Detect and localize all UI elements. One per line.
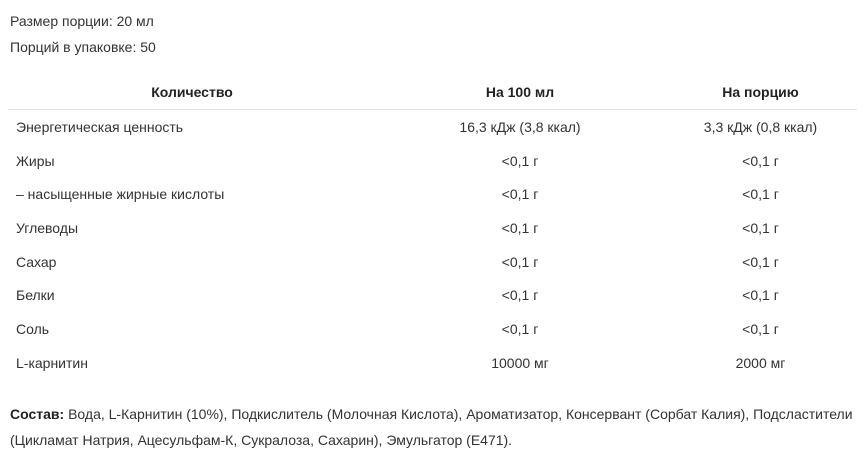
per-100ml-value: <0,1 г — [501, 253, 539, 270]
header-per-100ml: На 100 мл — [376, 75, 664, 110]
servings-per-pack: Порций в упаковке: 50 — [10, 39, 156, 55]
per-100ml-value: <0,1 г — [501, 320, 539, 337]
table-header-row — [8, 75, 857, 110]
per-serving-value: 2000 мг — [735, 354, 786, 371]
per-serving-value: 3,3 кДж (0,8 ккал) — [703, 118, 818, 135]
nutrition-table — [8, 75, 857, 380]
table-row — [8, 211, 857, 245]
per-serving-value: <0,1 г — [742, 152, 779, 169]
table-row — [8, 278, 857, 312]
per-serving-value: <0,1 г — [742, 253, 779, 270]
per-serving-value: <0,1 г — [742, 287, 779, 304]
per-100ml-value: 10000 мг — [491, 354, 549, 371]
header-quantity: Количество — [8, 75, 376, 110]
row-label: Жиры — [16, 152, 55, 169]
table-row — [8, 245, 857, 279]
table-row — [8, 110, 857, 144]
row-label: Углеводы — [16, 219, 79, 236]
row-label: Сахар — [16, 253, 57, 270]
per-100ml-value: 16,3 кДж (3,8 ккал) — [459, 118, 581, 135]
composition-text: Вода, L-Карнитин (10%), Подкислитель (Молочная Кислота), Ароматизатор, Консервант (Сорбат Калия), Подсластители (Цикламат Натрия, Ацесульфам-К, Сукралоза, Сахарин), Эмульгатор (E471). — [10, 406, 853, 448]
per-serving-value: <0,1 г — [742, 186, 779, 203]
composition-label: Состав: — [10, 406, 65, 422]
table-row — [8, 177, 857, 211]
row-label: – насыщенные жирные кислоты — [16, 186, 225, 203]
per-100ml-value: <0,1 г — [501, 287, 539, 304]
row-label: L-карнитин — [16, 354, 88, 371]
per-100ml-value: <0,1 г — [501, 219, 539, 236]
per-serving-value: <0,1 г — [742, 219, 779, 236]
serving-size: Размер порции: 20 мл — [10, 13, 154, 29]
header-per-serving: На порцию — [664, 75, 857, 110]
per-serving-value: <0,1 г — [742, 320, 779, 337]
row-label: Соль — [16, 320, 50, 337]
per-100ml-value: <0,1 г — [501, 186, 539, 203]
per-100ml-value: <0,1 г — [501, 152, 539, 169]
row-label: Энергетическая ценность — [16, 118, 184, 135]
table-row — [8, 312, 857, 346]
row-label: Белки — [16, 287, 55, 304]
composition — [10, 401, 855, 453]
table-row — [8, 144, 857, 178]
table-row — [8, 346, 857, 380]
